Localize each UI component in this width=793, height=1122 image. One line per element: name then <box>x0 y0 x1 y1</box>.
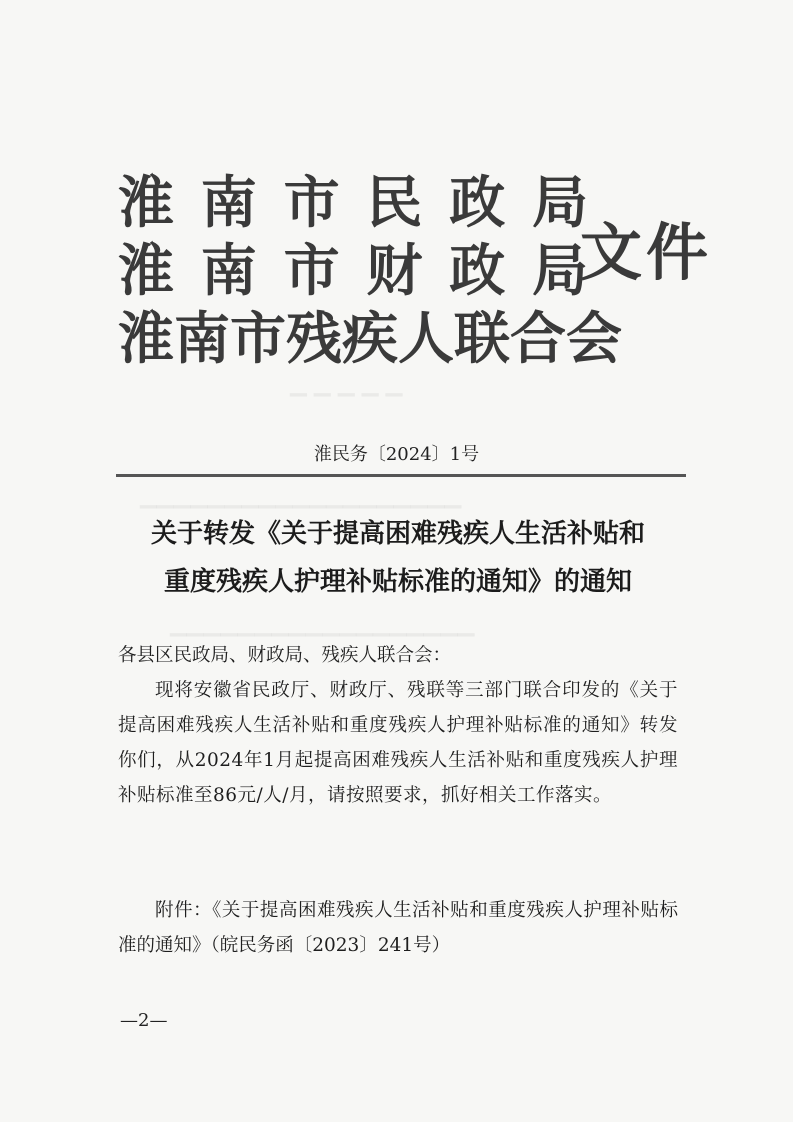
issuer-char: 局 <box>531 171 588 236</box>
page-number: —2— <box>120 1010 168 1031</box>
issuer-char: 财 <box>366 239 423 304</box>
issuer-char: 疾 <box>342 307 398 372</box>
issuer-char: 政 <box>449 239 506 304</box>
issuer-char: 市 <box>283 171 340 236</box>
document-number: 淮民务〔2024〕1号 <box>313 444 480 465</box>
issuer-char: 南 <box>174 307 230 372</box>
issuer-finance <box>118 238 588 306</box>
issuer-char: 残 <box>286 307 342 372</box>
issuer-disabled-federation <box>118 306 622 374</box>
issuer-char: 市 <box>283 239 340 304</box>
issuer-char: 合 <box>510 307 566 372</box>
issuer-char: 市 <box>230 307 286 372</box>
title-line-2: 重度残疾人护理补贴标准的通知》的通知 <box>163 567 632 597</box>
issuer-char: 人 <box>398 307 454 372</box>
issuer-char: 政 <box>449 171 506 236</box>
doc-type-label: 文件 <box>580 216 713 289</box>
issuer-char: 局 <box>531 239 588 304</box>
header-divider <box>116 474 686 477</box>
issuer-char: 民 <box>366 171 423 236</box>
issuer-char: 南 <box>200 171 257 236</box>
issuer-char: 淮 <box>118 239 174 304</box>
bleed-through-mark: ▁▁▁▁▁▁▁▁▁▁▁▁▁▁▁▁▁▁ <box>170 612 475 637</box>
issuer-char: 会 <box>566 307 622 372</box>
title-line-1: 关于转发《关于提高困难残疾人生活补贴和 <box>150 519 645 549</box>
issuer-block <box>118 170 622 374</box>
document-title <box>118 510 678 606</box>
issuer-civil-affairs <box>118 170 588 238</box>
bleed-through-mark: ▁▁▁▁▁▁▁▁▁▁▁▁▁▁▁▁▁▁▁ <box>140 484 462 509</box>
issuer-char: 淮 <box>118 171 174 236</box>
issuer-char: 南 <box>200 239 257 304</box>
salutation: 各县区民政局、财政局、残疾人联合会： <box>118 645 452 666</box>
bleed-through-mark: ▁ ▁ ▁ ▁ ▁ <box>290 372 403 397</box>
issuer-char: 淮 <box>118 307 174 372</box>
attachment-note: 附件：《关于提高困难残疾人生活补贴和重度残疾人护理补贴标准的通知》（皖民务函〔2023〕241号） <box>118 900 678 956</box>
body-paragraph: 现将安徽省民政厅、财政厅、残联等三部门联合印发的《关于提高困难残疾人生活补贴和重度残疾人护理补贴标准的通知》转发你们，从2024年1月起提高困难残疾人生活补贴和重度残疾人护理补贴标准至86元/人/月，请按照要求，抓好相关工作落实。 <box>118 680 678 806</box>
issuer-char: 联 <box>454 307 510 372</box>
